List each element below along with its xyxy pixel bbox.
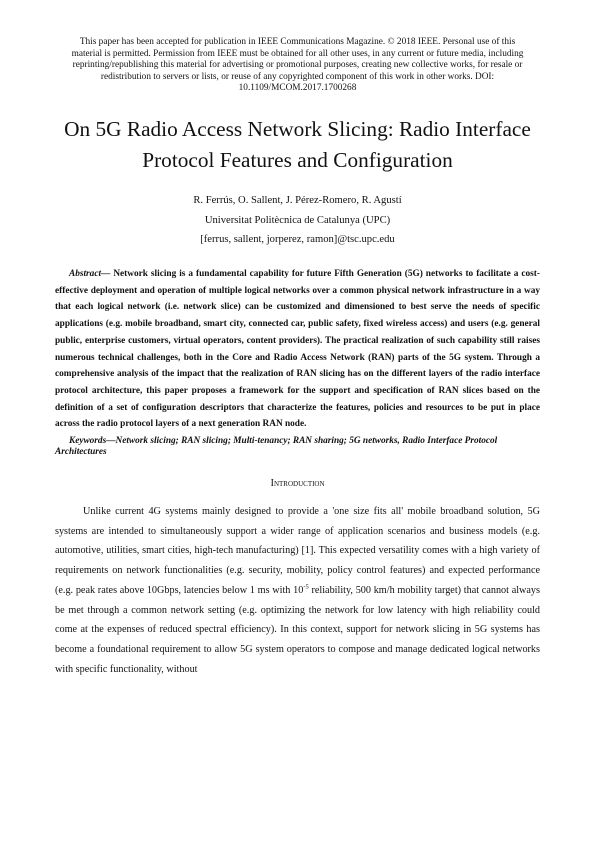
- copyright-notice: This paper has been accepted for publication in IEEE Communications Magazine. © 2018 IEEE. Personal use of this material is permitted. Permission from IEEE must be obtained for all other uses, in any current or future media, including reprinting/republishing this material for advertising or promotional purposes, creating new collective works, for resale or redistribution to servers or lists, or reuse of any copyrighted component of this work in other works. DOI: 10.1109/MCOM.2017.1700268: [71, 37, 524, 94]
- author-block: [55, 191, 540, 250]
- paragraph-text-part1: Unlike current 4G systems mainly designed to provide a 'one size fits all' mobile broadband solution, 5G systems are intended to simultaneously support a wider range of application scenarios and business models (e.g. automotive, utilities, smart cities, high-tech manufacturing) [1]. This expected versatility comes with a high variety of requirements on network functionalities (e.g. security, mobility, policy control features) and expected performance (e.g. peak rates above 10Gbps, latencies below 1 ms with 10: [55, 505, 540, 596]
- paragraph-text-part2: reliability, 500 km/h mobility target) that cannot always be met through a common network setting (e.g. optimizing the network for low latency with high reliability could come at the expenses of reduced spectral efficiency). In this context, support for network slicing in 5G systems has become a foundational requirement to allow 5G system operators to compose and manage dedicated logical networks with specific functionality, without: [55, 584, 540, 676]
- paper-title: On 5G Radio Access Network Slicing: Radio Interface Protocol Features and Configuration: [64, 116, 531, 172]
- section-heading-introduction: Introduction: [270, 477, 325, 489]
- exponent-superscript: -5: [303, 583, 309, 591]
- abstract: [55, 266, 540, 433]
- abstract-label: Abstract—: [69, 269, 111, 280]
- abstract-text: Network slicing is a fundamental capability for future Fifth Generation (5G) networks to facilitate a cost-effective deployment and operation of multiple logical networks over a common physical network infrastructure in a way that each logical network (i.e. network slice) can be customized and dimensioned to best serve the needs of specific applications (e.g. mobile broadband, smart city, connected car, public safety, fixed wireless access) and users (e.g. general public, enterprise customers, virtual operators, content providers). The practical realization of such capability still raises numerous technical challenges, both in the Core and Radio Access Network (RAN) parts of the 5G system. Through a comprehensive analysis of the impact that the realization of RAN slicing has on the different layers of the radio interface protocol architecture, this paper proposes a framework for the support and specification of RAN slices based on the definition of a set of configuration descriptors that characterize the features, policies and resources to be put in place across the radio protocol layers of a next generation RAN node.: [55, 269, 540, 430]
- introduction-paragraph: [55, 502, 540, 680]
- keywords: Keywords—Network slicing; RAN slicing; Multi-tenancy; RAN sharing; 5G networks, Radio Interface Protocol Architectures: [55, 436, 498, 458]
- author-names: R. Ferrús, O. Sallent, J. Pérez-Romero, R. Agustí: [193, 194, 402, 206]
- author-emails: [ferrus, sallent, jorperez, ramon]@tsc.upc.edu: [200, 234, 395, 246]
- author-affiliation: Universitat Politècnica de Catalunya (UPC): [204, 214, 391, 226]
